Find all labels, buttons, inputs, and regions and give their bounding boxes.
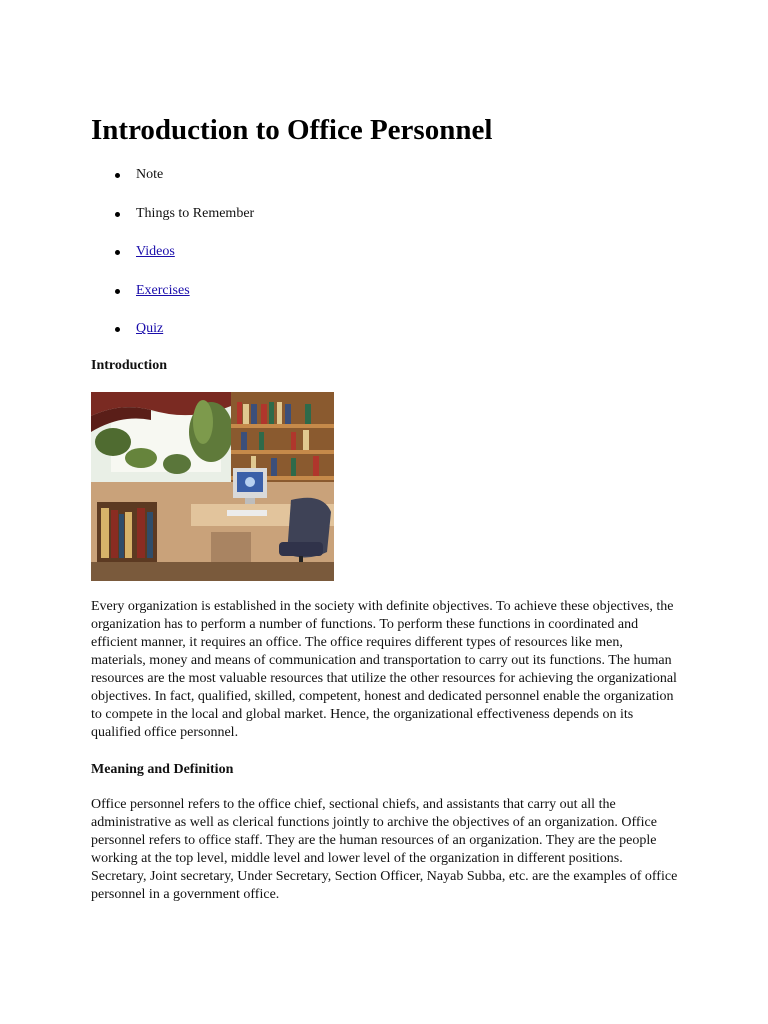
meaning-definition-heading: Meaning and Definition — [91, 762, 234, 777]
quiz-link[interactable]: Quiz — [136, 321, 164, 337]
bullet-icon — [115, 250, 120, 255]
bullet-icon — [115, 289, 120, 294]
introduction-paragraph: Every organization is established in the society with definite objectives. To achieve these objectives, the organization has to perform a number of functions. To perform these functions in coordinated and efficient manner, it requires an office. The office requires different types of resources like men, materials, money and means of communication and transportation to carry out its functions. The human resources are the most valuable resources that utilize the other resources for achieving the organizational objectives. In fact, qualified, skilled, competent, honest and dedicated personnel enable the organization to compete in the local and global market. Hence, the organizational effectiveness depends on its qualified office personnel. — [91, 599, 677, 740]
bullet-icon — [115, 327, 120, 332]
introduction-heading: Introduction — [91, 358, 167, 373]
meaning-definition-paragraph: Office personnel refers to the office chief, sectional chiefs, and assistants that carry out all the administrative as well as clerical functions jointly to archive the objectives of an organization. Office personnel refers to office staff. They are the human resources of an organization. They are the people working at the top level, middle level and lower level of the organization in different positions. Secretary, Joint secretary, Under Secretary, Section Officer, Nayab Subba, etc. are the examples of office personnel in a government office. — [91, 797, 678, 902]
office-room-photo — [91, 392, 334, 581]
bullet-icon — [115, 173, 120, 178]
exercises-link[interactable]: Exercises — [136, 282, 190, 298]
note-label: Note — [136, 167, 164, 182]
things-to-remember-label: Things to Remember — [136, 205, 255, 221]
bullet-icon — [115, 212, 120, 217]
videos-link[interactable]: Videos — [136, 244, 175, 260]
page-title: Introduction to Office Personnel — [91, 114, 493, 146]
